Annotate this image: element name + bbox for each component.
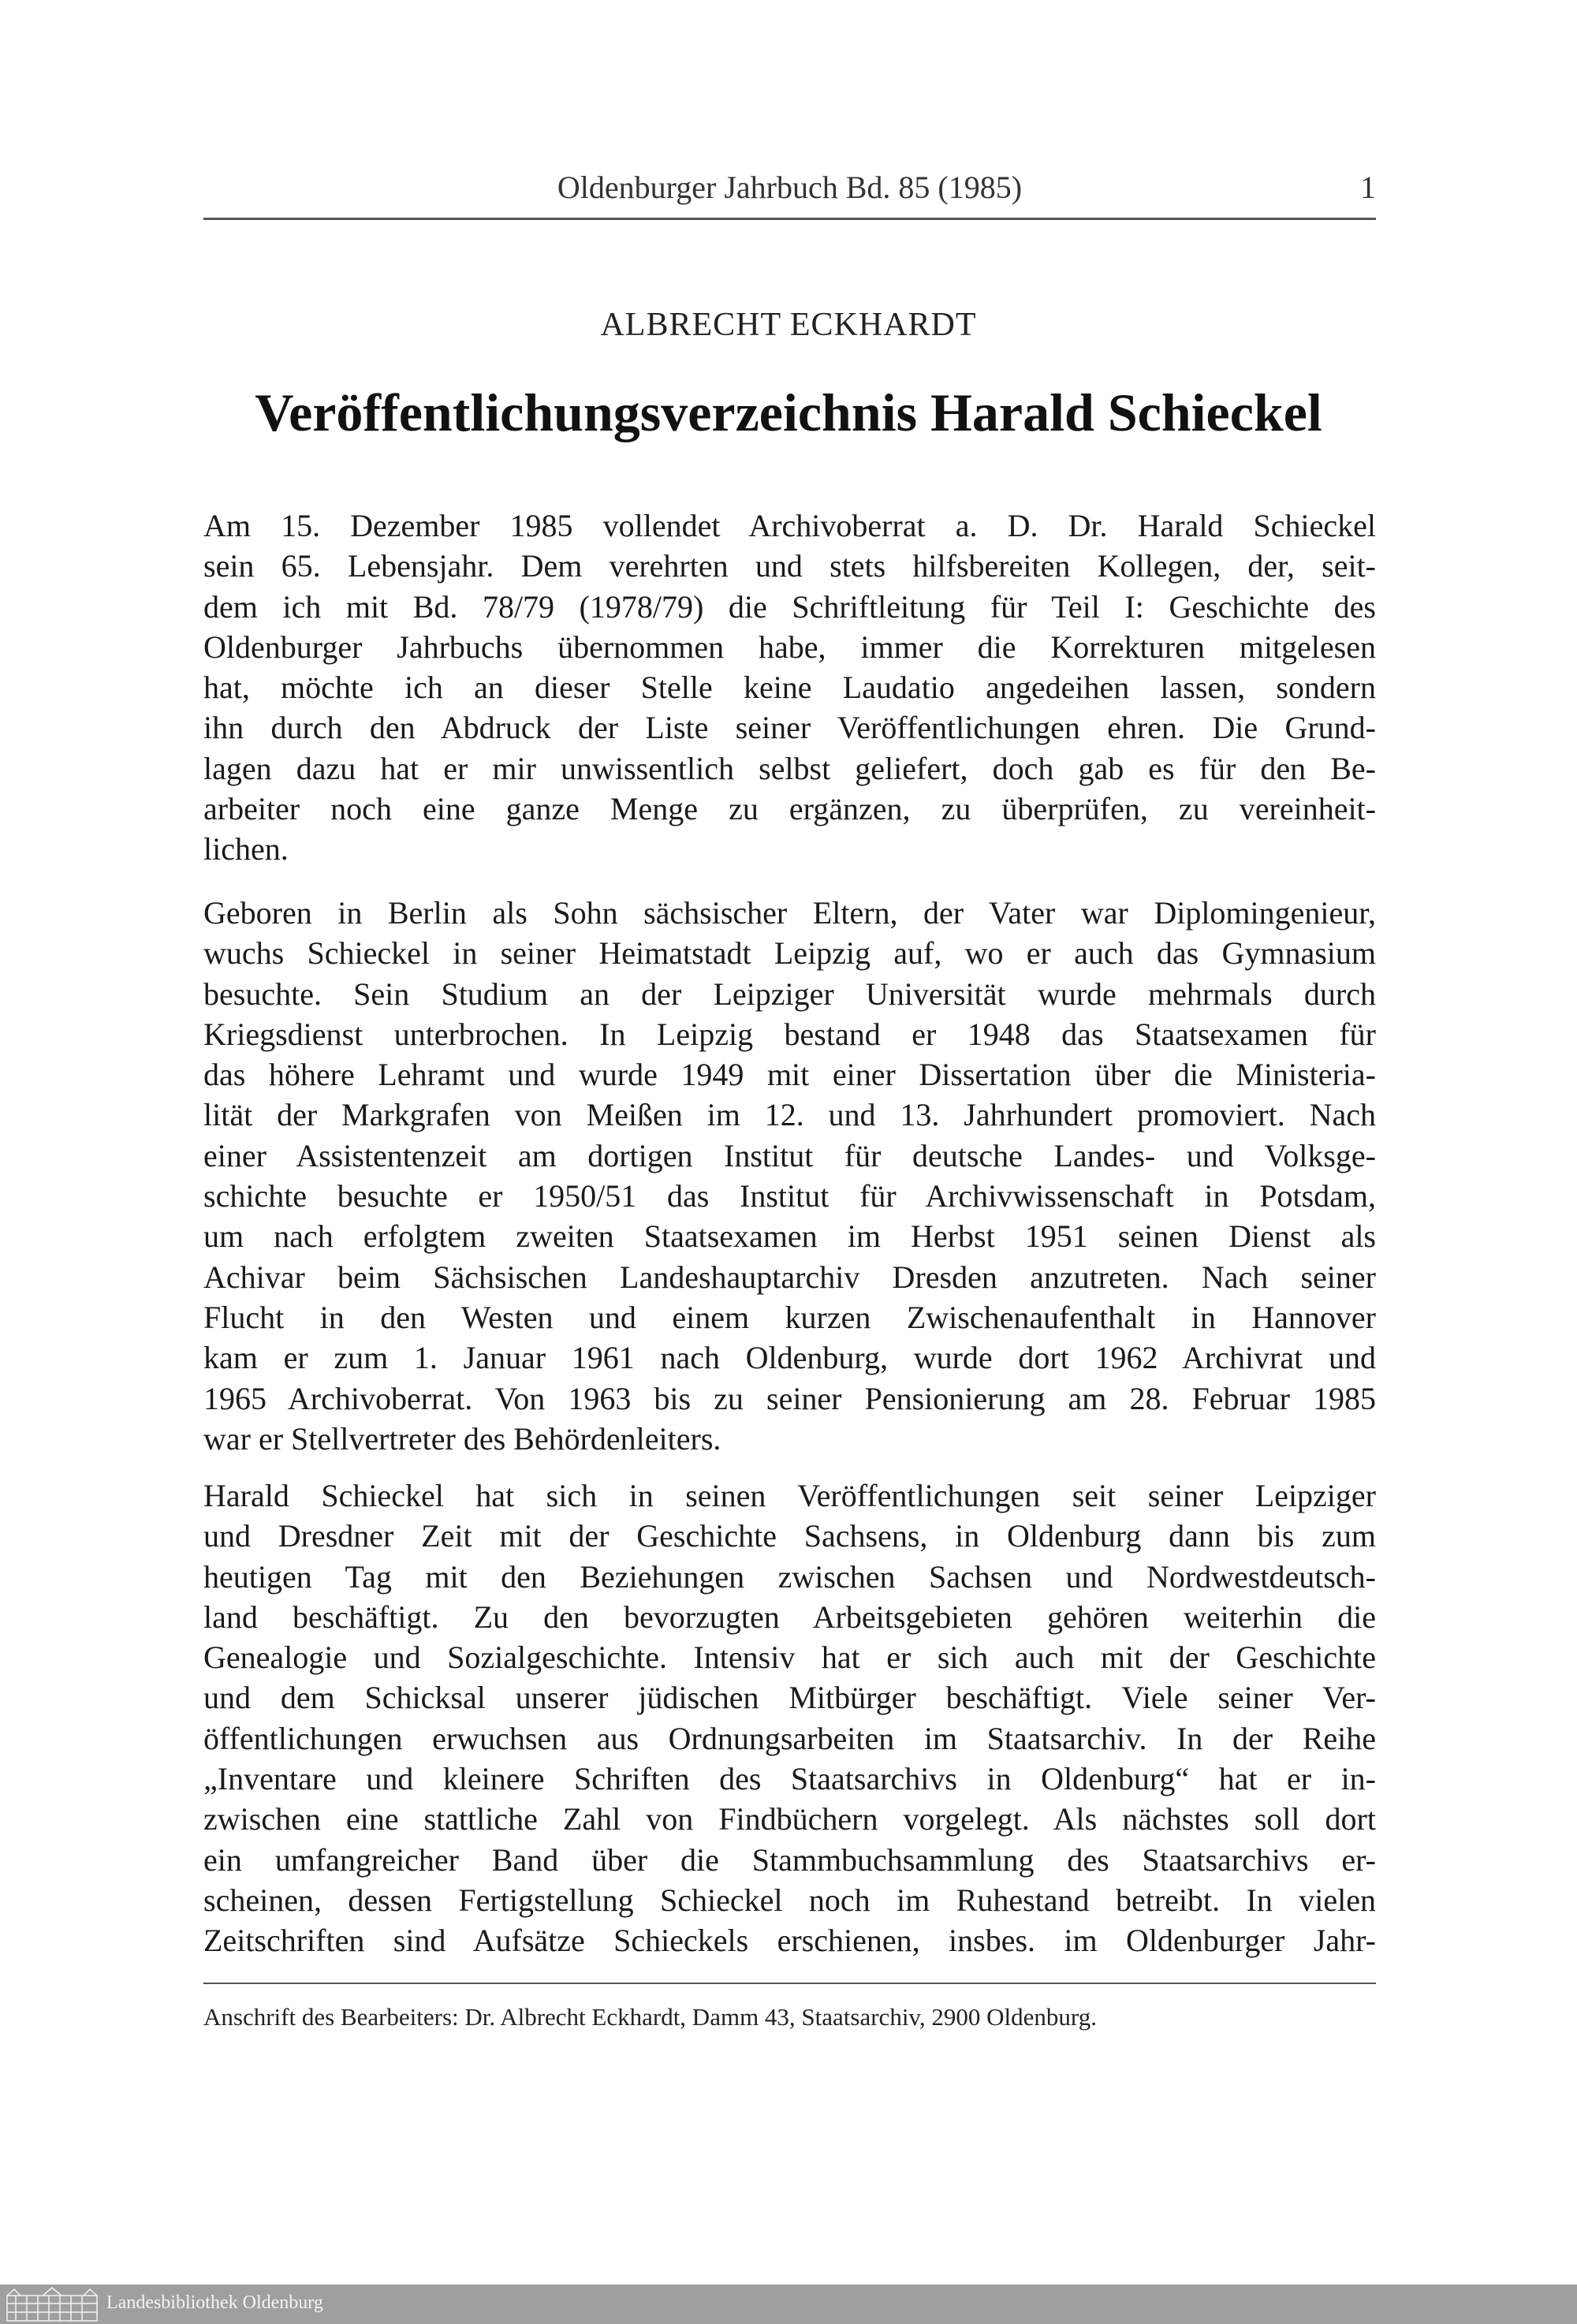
page-number: 1 [1360, 170, 1376, 205]
paragraph [203, 893, 1376, 1459]
journal-title: Oldenburger Jahrbuch Bd. 85 (1985) [557, 170, 1023, 205]
text-line: arbeiter noch eine ganze Menge zu ergänzen, zu überprüfen, zu vereinheit- [203, 791, 1376, 827]
text-line: sein 65. Lebensjahr. Dem verehrten und stets hilfsbereiten Kollegen, der, seit- [203, 548, 1376, 584]
footnote: Anschrift des Bearbeiters: Dr. Albrecht Eckhardt, Damm 43, Staatsarchiv, 2900 Oldenburg. [203, 2003, 1097, 2031]
text-line: und Dresdner Zeit mit der Geschichte Sachsens, in Oldenburg dann bis zum [203, 1518, 1376, 1554]
text-line: Oldenburger Jahrbuchs übernommen habe, immer die Korrekturen mitgelesen [203, 629, 1376, 665]
text-line: scheinen, dessen Fertigstellung Schieckel noch im Ruhestand betreibt. In vielen [203, 1882, 1376, 1918]
article-title: Veröffentlichungsverzeichnis Harald Schieckel [255, 382, 1322, 442]
text-line: ihn durch den Abdruck der Liste seiner Veröffentlichungen ehren. Die Grund- [203, 710, 1376, 746]
text-line: Harald Schieckel hat sich in seinen Veröffentlichungen seit seiner Leipziger [203, 1478, 1376, 1513]
text-line: Kriegsdienst unterbrochen. In Leipzig bestand er 1948 das Staatsexamen für [203, 1016, 1376, 1052]
text-line: einer Assistentenzeit am dortigen Institut für deutsche Landes- und Volksge- [203, 1137, 1376, 1173]
running-head [203, 167, 1376, 208]
text-line: Flucht in den Westen und einem kurzen Zwischenaufenthalt in Hannover [203, 1299, 1376, 1335]
text-line: war er Stellvertreter des Behördenleiters. [203, 1420, 721, 1457]
text-line: Genealogie und Sozialgeschichte. Intensiv hat er sich auch mit der Geschichte [203, 1639, 1376, 1676]
text-line: kam er zum 1. Januar 1961 nach Oldenburg, wurde dort 1962 Archivrat und [203, 1340, 1376, 1376]
text-line: das höhere Lehramt und wurde 1949 mit einer Dissertation über die Ministeria- [203, 1057, 1376, 1093]
footnote-rule [203, 1983, 1376, 1984]
text-line: Zeitschriften sind Aufsätze Schieckels erschienen, insbes. im Oldenburger Jahr- [203, 1923, 1376, 1959]
author-name: ALBRECHT ECKHARDT [600, 307, 977, 343]
text-line: lichen. [203, 831, 289, 867]
text-line: schichte besuchte er 1950/51 das Institut für Archivwissenschaft in Potsdam, [203, 1178, 1376, 1214]
paragraph [203, 1475, 1376, 1961]
text-line: lität der Markgrafen von Meißen im 12. und 13. Jahrhundert promoviert. Nach [203, 1097, 1376, 1133]
text-line: wuchs Schieckel in seiner Heimatstadt Leipzig auf, wo er auch das Gymnasium [203, 935, 1376, 972]
text-line: dem ich mit Bd. 78/79 (1978/79) die Schriftleitung für Teil I: Geschichte des [203, 588, 1376, 625]
text-line: um nach erfolgtem zweiten Staatsexamen im Herbst 1951 seinen Dienst als [203, 1218, 1376, 1255]
text-line: hat, möchte ich an dieser Stelle keine Laudatio angedeihen lassen, sondern [203, 670, 1376, 706]
text-line: öffentlichungen erwuchsen aus Ordnungsarbeiten im Staatsarchiv. In der Reihe [203, 1720, 1376, 1756]
library-building-icon [5, 2286, 99, 2322]
text-line: Am 15. Dezember 1985 vollendet Archivoberrat a. D. Dr. Harald Schieckel [203, 508, 1376, 543]
text-line: ein umfangreicher Band über die Stammbuchsammlung des Staatsarchivs er- [203, 1841, 1376, 1878]
library-footer-bar [0, 2285, 1577, 2324]
text-line: zwischen eine stattliche Zahl von Findbüchern vorgelegt. Als nächstes soll dort [203, 1801, 1376, 1837]
header-rule [203, 218, 1376, 220]
text-line: besuchte. Sein Studium an der Leipziger Universität wurde mehrmals durch [203, 975, 1376, 1012]
text-line: Achivar beim Sächsischen Landeshauptarchiv Dresden anzutreten. Nach seiner [203, 1259, 1376, 1295]
text-line: 1965 Archivoberrat. Von 1963 bis zu seiner Pensionierung am 28. Februar 1985 [203, 1380, 1376, 1416]
text-line: „Inventare und kleinere Schriften des Staatsarchivs in Oldenburg“ hat er in- [203, 1761, 1376, 1797]
library-name: Landesbibliothek Oldenburg [106, 2292, 323, 2313]
text-line: heutigen Tag mit den Beziehungen zwischen Sachsen und Nordwestdeutsch- [203, 1558, 1376, 1595]
text-line: Geboren in Berlin als Sohn sächsischer Eltern, der Vater war Diplomingenieur, [203, 895, 1376, 931]
text-line: land beschäftigt. Zu den bevorzugten Arbeitsgebieten gehören weiterhin die [203, 1598, 1376, 1635]
text-line: lagen dazu hat er mir unwissentlich selbst geliefert, doch gab es für den Be- [203, 750, 1376, 786]
paragraph [203, 505, 1376, 870]
text-line: und dem Schicksal unserer jüdischen Mitbürger beschäftigt. Viele seiner Ver- [203, 1680, 1376, 1716]
